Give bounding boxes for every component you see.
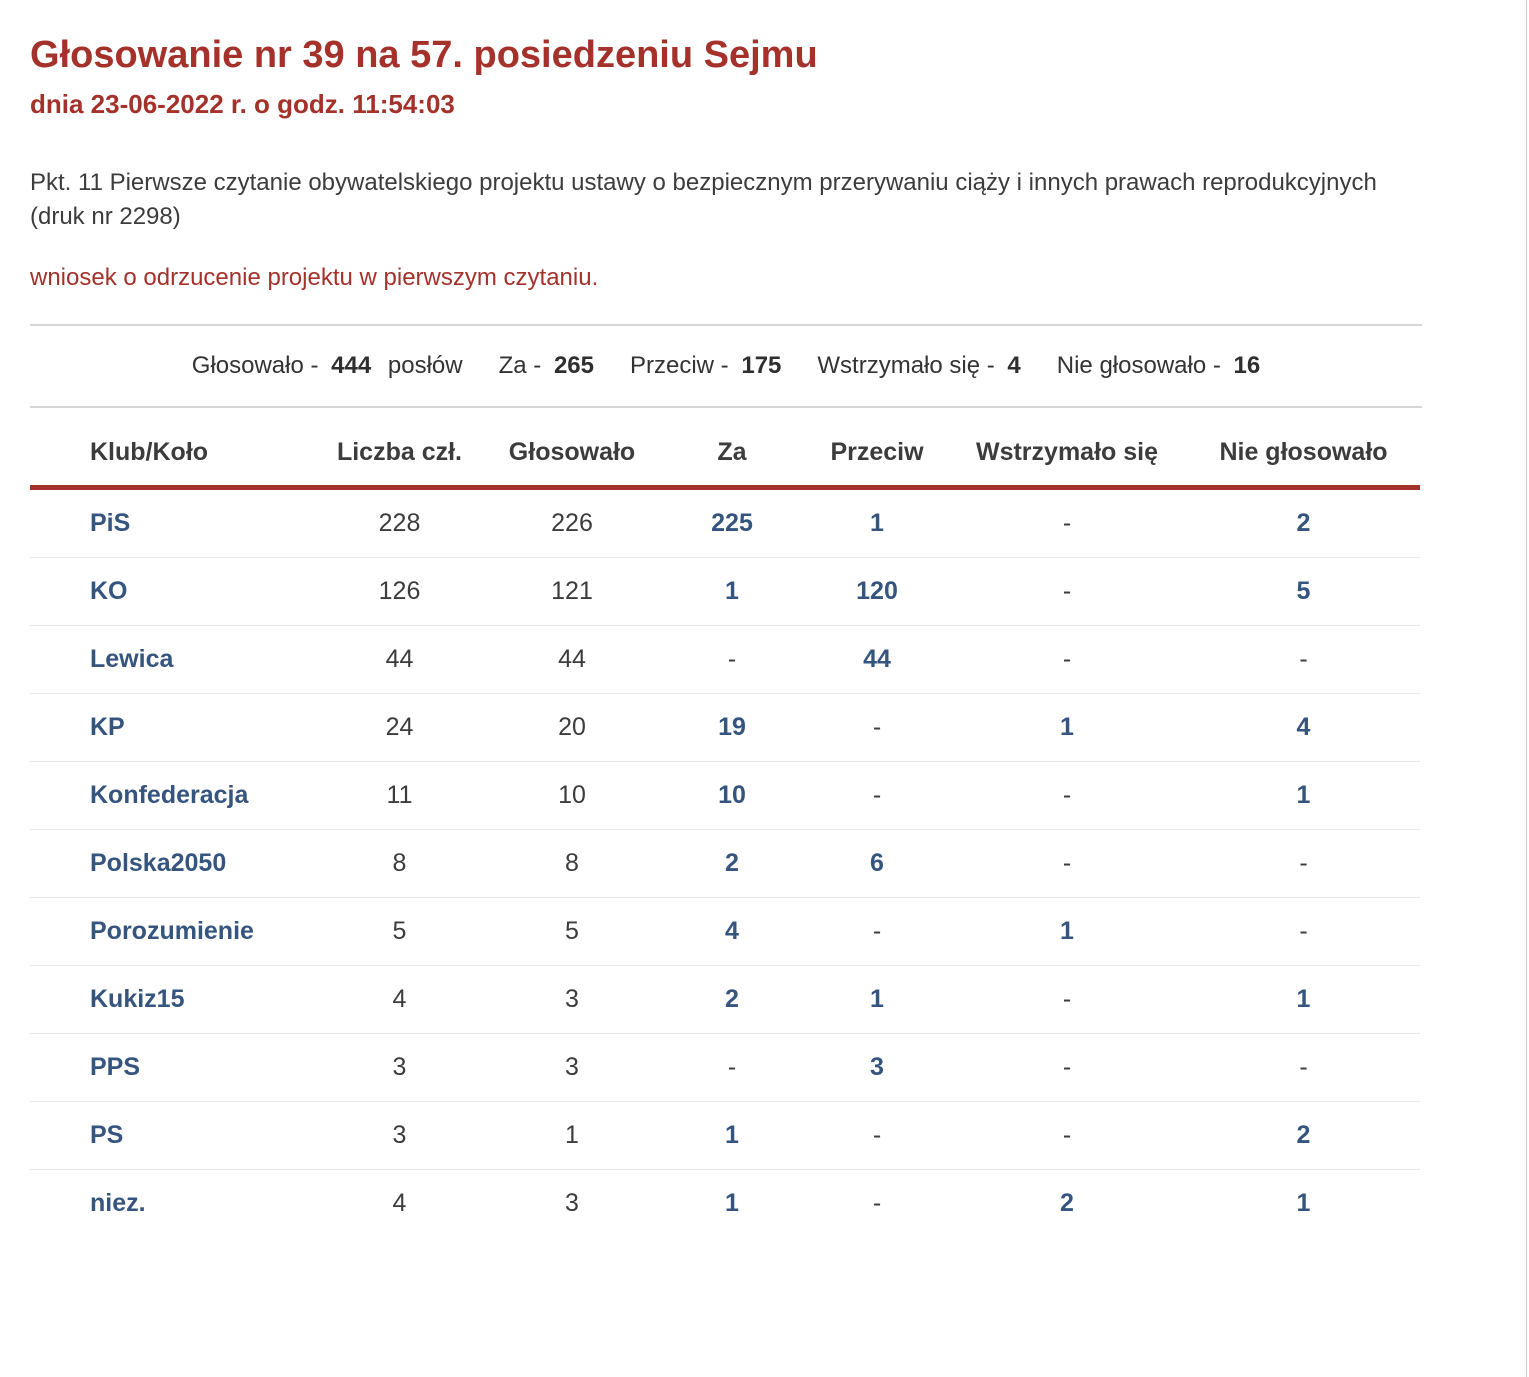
abstained-value: - — [1062, 1053, 1072, 1081]
against-value[interactable]: 3 — [870, 1053, 884, 1081]
for-cell — [657, 488, 807, 558]
for-cell — [657, 1034, 807, 1102]
abstained-value: - — [1062, 849, 1072, 877]
notvoted-cell — [1187, 762, 1420, 830]
club-cell — [30, 1034, 312, 1102]
club-cell — [30, 1170, 312, 1238]
against-cell — [807, 966, 947, 1034]
abstained-cell — [947, 1034, 1187, 1102]
voted-cell: 20 — [487, 694, 657, 762]
club-cell — [30, 694, 312, 762]
page-subtitle: dnia 23-06-2022 r. o godz. 11:54:03 — [30, 89, 455, 119]
summary-voted — [192, 352, 463, 380]
notvoted-cell — [1187, 966, 1420, 1034]
abstained-value[interactable]: 2 — [1060, 1189, 1074, 1217]
club-link[interactable]: Porozumienie — [90, 917, 254, 945]
voted-cell: 3 — [487, 966, 657, 1034]
voted-cell: 121 — [487, 558, 657, 626]
abstained-value: - — [1062, 577, 1072, 605]
notvoted-value[interactable]: 1 — [1296, 781, 1311, 809]
table-row — [30, 966, 1420, 1034]
notvoted-value[interactable]: 4 — [1296, 713, 1311, 741]
abstained-value[interactable]: 1 — [1060, 917, 1074, 945]
club-cell — [30, 626, 312, 694]
members-cell: 3 — [312, 1034, 487, 1102]
table-row — [30, 898, 1420, 966]
header-for: Za — [657, 432, 807, 488]
against-value: - — [872, 1121, 882, 1149]
against-value[interactable]: 120 — [856, 577, 898, 605]
club-link[interactable]: niez. — [90, 1189, 146, 1217]
voted-cell: 5 — [487, 898, 657, 966]
for-cell — [657, 626, 807, 694]
table-row — [30, 1034, 1420, 1102]
notvoted-cell — [1187, 1170, 1420, 1238]
summary-for — [499, 352, 594, 380]
for-value[interactable]: 2 — [725, 985, 739, 1013]
abstained-value: - — [1062, 1121, 1072, 1149]
against-value: - — [872, 781, 882, 809]
vote-description: Pkt. 11 Pierwsze czytanie obywatelskiego projektu ustawy o bezpiecznym przerywaniu ciąży i innych prawach reprodukcyjnych (druk nr 2298) — [30, 169, 1377, 230]
members-cell: 126 — [312, 558, 487, 626]
abstained-value: - — [1062, 509, 1072, 537]
members-cell: 3 — [312, 1102, 487, 1170]
for-value: - — [727, 1053, 737, 1081]
notvoted-value[interactable]: 2 — [1296, 509, 1311, 537]
header-notvoted: Nie głosowało — [1187, 432, 1420, 488]
notvoted-cell — [1187, 1034, 1420, 1102]
against-cell — [807, 762, 947, 830]
header-voted: Głosowało — [487, 432, 657, 488]
club-link[interactable]: PS — [90, 1121, 124, 1149]
club-cell — [30, 1102, 312, 1170]
abstained-cell — [947, 626, 1187, 694]
notvoted-cell — [1187, 694, 1420, 762]
against-cell — [807, 1170, 947, 1238]
against-value: - — [872, 917, 882, 945]
summary-notvoted-value: 16 — [1233, 352, 1261, 379]
against-value[interactable]: 6 — [870, 849, 884, 877]
against-cell — [807, 830, 947, 898]
for-value[interactable]: 2 — [725, 849, 739, 877]
summary-voted-suffix: posłów — [387, 352, 463, 379]
for-value[interactable]: 4 — [725, 917, 739, 945]
abstained-cell — [947, 966, 1187, 1034]
voted-cell: 8 — [487, 830, 657, 898]
notvoted-cell — [1187, 488, 1420, 558]
for-cell — [657, 898, 807, 966]
summary-notvoted — [1057, 352, 1260, 380]
club-link[interactable]: PPS — [90, 1053, 141, 1081]
window-edge-line — [1526, 0, 1527, 1377]
divider-bottom — [30, 406, 1422, 408]
summary-against-label: Przeciw - — [630, 352, 729, 379]
table-row — [30, 488, 1420, 558]
club-cell — [30, 558, 312, 626]
notvoted-cell — [1187, 830, 1420, 898]
for-value: - — [727, 645, 737, 673]
summary-against-value: 175 — [741, 352, 782, 379]
summary-abstained-value: 4 — [1007, 352, 1021, 379]
for-value[interactable]: 19 — [718, 713, 746, 741]
abstained-value: - — [1062, 645, 1072, 673]
notvoted-value[interactable]: 1 — [1296, 1189, 1311, 1217]
for-cell — [657, 1102, 807, 1170]
voted-cell: 10 — [487, 762, 657, 830]
notvoted-cell — [1187, 1102, 1420, 1170]
club-link[interactable]: KO — [90, 577, 128, 605]
for-value[interactable]: 1 — [725, 577, 739, 605]
against-cell — [807, 1034, 947, 1102]
abstained-value: - — [1062, 781, 1072, 809]
for-cell — [657, 830, 807, 898]
members-cell: 8 — [312, 830, 487, 898]
club-link[interactable]: Polska2050 — [90, 849, 227, 877]
for-cell — [657, 966, 807, 1034]
table-row — [30, 762, 1420, 830]
members-cell: 4 — [312, 966, 487, 1034]
abstained-value: - — [1062, 985, 1072, 1013]
members-cell: 24 — [312, 694, 487, 762]
for-value[interactable]: 225 — [711, 509, 753, 537]
summary-abstained-label: Wstrzymało się - — [817, 352, 995, 379]
table-row — [30, 830, 1420, 898]
abstained-cell — [947, 898, 1187, 966]
for-cell — [657, 694, 807, 762]
table-row — [30, 626, 1420, 694]
table-header-row — [30, 432, 1420, 488]
notvoted-value: - — [1299, 645, 1308, 673]
table-row — [30, 1102, 1420, 1170]
abstained-cell — [947, 1102, 1187, 1170]
summary-for-label: Za - — [498, 352, 542, 379]
against-cell — [807, 488, 947, 558]
notvoted-cell — [1187, 626, 1420, 694]
table-row — [30, 1170, 1420, 1238]
against-cell — [807, 1102, 947, 1170]
header-abstained: Wstrzymało się — [947, 432, 1187, 488]
against-value[interactable]: 44 — [863, 645, 891, 673]
club-cell — [30, 898, 312, 966]
for-cell — [657, 762, 807, 830]
voted-cell: 3 — [487, 1034, 657, 1102]
club-cell — [30, 966, 312, 1034]
members-cell: 4 — [392, 1189, 407, 1217]
against-cell — [807, 694, 947, 762]
notvoted-value: - — [1299, 1053, 1308, 1081]
club-link[interactable]: PiS — [90, 509, 131, 537]
header-club: Klub/Koło — [30, 432, 312, 488]
against-cell — [807, 898, 947, 966]
voted-cell: 44 — [487, 626, 657, 694]
summary-voted-value: 444 — [331, 352, 372, 379]
abstained-cell — [947, 762, 1187, 830]
notvoted-value[interactable]: 5 — [1296, 577, 1311, 605]
members-cell: 11 — [312, 762, 487, 830]
notvoted-value: - — [1299, 849, 1308, 877]
club-link[interactable]: Lewica — [90, 645, 174, 673]
summary-against — [630, 352, 781, 380]
members-cell: 44 — [312, 626, 487, 694]
abstained-value[interactable]: 1 — [1060, 713, 1074, 741]
for-cell — [657, 558, 807, 626]
summary-for-value: 265 — [553, 352, 594, 379]
abstained-cell — [947, 694, 1187, 762]
members-cell: 228 — [312, 488, 487, 558]
club-cell — [30, 762, 312, 830]
header-against: Przeciw — [807, 432, 947, 488]
for-value[interactable]: 10 — [718, 781, 746, 809]
results-table — [30, 432, 1420, 1237]
against-value: - — [872, 713, 882, 741]
club-cell — [30, 830, 312, 898]
table-row — [30, 558, 1420, 626]
abstained-cell — [947, 488, 1187, 558]
members-cell: 5 — [312, 898, 487, 966]
notvoted-cell — [1187, 558, 1420, 626]
notvoted-value[interactable]: 2 — [1296, 1121, 1311, 1149]
club-cell — [30, 488, 312, 558]
abstained-cell — [947, 1170, 1187, 1238]
page-title: Głosowanie nr 39 na 57. posiedzeniu Sejmu — [30, 34, 818, 76]
club-link[interactable]: KP — [90, 713, 125, 741]
notvoted-value: - — [1299, 917, 1308, 945]
for-cell — [657, 1170, 807, 1238]
summary-notvoted-label: Nie głosowało - — [1056, 352, 1221, 379]
summary-bar — [30, 326, 1422, 406]
voted-cell: 226 — [487, 488, 657, 558]
abstained-cell — [947, 558, 1187, 626]
for-value[interactable]: 1 — [725, 1189, 739, 1217]
against-cell — [807, 558, 947, 626]
voted-cell: 3 — [565, 1189, 579, 1217]
against-value[interactable]: 1 — [870, 509, 884, 537]
against-value[interactable]: 1 — [870, 985, 884, 1013]
summary-abstained — [817, 352, 1020, 380]
summary-voted-label: Głosowało - — [191, 352, 319, 379]
club-link[interactable]: Konfederacja — [90, 781, 249, 809]
notvoted-cell — [1187, 898, 1420, 966]
motion-link[interactable]: wniosek o odrzucenie projektu w pierwszym czytaniu. — [30, 264, 599, 291]
abstained-cell — [947, 830, 1187, 898]
table-row — [30, 694, 1420, 762]
against-cell — [807, 626, 947, 694]
against-value: - — [872, 1189, 882, 1217]
header-members: Liczba czł. — [312, 432, 487, 488]
club-link[interactable]: Kukiz15 — [90, 985, 185, 1013]
for-value[interactable]: 1 — [725, 1121, 739, 1149]
notvoted-value[interactable]: 1 — [1296, 985, 1311, 1013]
voted-cell: 1 — [487, 1102, 657, 1170]
